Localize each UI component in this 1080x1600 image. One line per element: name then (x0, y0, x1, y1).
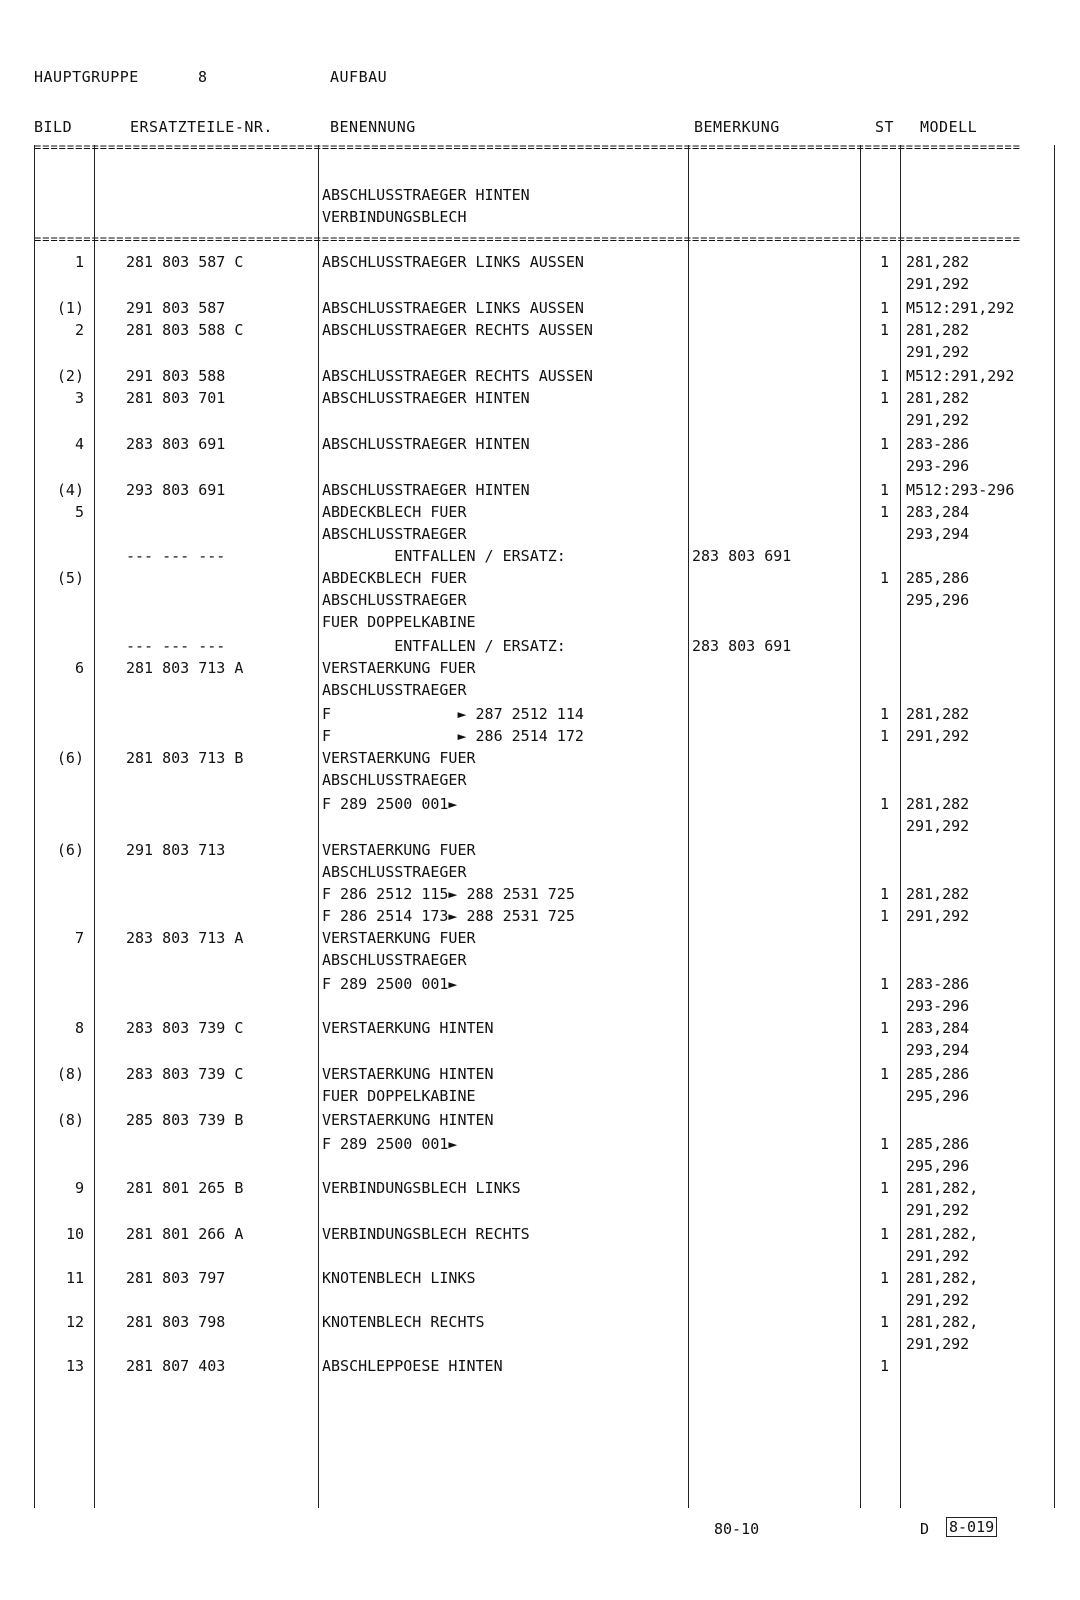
bild-number: 11 (65, 1269, 84, 1287)
bild-number: (8) (56, 1111, 84, 1129)
bild-number: 12 (65, 1313, 84, 1331)
remark: 283 803 691 (692, 547, 792, 565)
model-code: 283-286 (906, 975, 970, 993)
part-number: 281 803 713 B (126, 749, 244, 767)
part-number: 283 803 739 C (126, 1019, 244, 1037)
part-description: KNOTENBLECH RECHTS (322, 1313, 485, 1331)
quantity: 1 (879, 389, 889, 407)
part-description: VERSTAERKUNG HINTEN (322, 1065, 494, 1083)
bild-number: 8 (74, 1019, 84, 1037)
part-number: 281 801 265 B (126, 1179, 244, 1197)
part-number: 283 803 713 A (126, 929, 244, 947)
part-number: 281 803 713 A (126, 659, 244, 677)
column-divider (318, 145, 319, 1508)
model-code: 291,292 (906, 343, 970, 361)
language-code: D (920, 1520, 930, 1538)
column-divider (34, 145, 35, 1508)
quantity: 1 (879, 367, 889, 385)
part-description: FUER DOPPELKABINE (322, 1087, 476, 1105)
part-description: VERSTAERKUNG FUER (322, 659, 476, 677)
column-divider (860, 145, 861, 1508)
quantity: 1 (879, 253, 889, 271)
model-code: 291,292 (906, 817, 970, 835)
quantity: 1 (879, 435, 889, 453)
col-header-modell: MODELL (920, 118, 978, 136)
quantity: 1 (879, 481, 889, 499)
model-code: 291,292 (906, 1291, 970, 1309)
part-description: VERBINDUNGSBLECH RECHTS (322, 1225, 530, 1243)
part-description: ABSCHLUSSTRAEGER RECHTS AUSSEN (322, 367, 593, 385)
quantity: 1 (879, 321, 889, 339)
part-description: ABSCHLUSSTRAEGER HINTEN (322, 389, 530, 407)
model-code: 293-296 (906, 457, 970, 475)
model-code: 281,282, (906, 1179, 979, 1197)
section-rule: ======================================================================================================================== (34, 233, 1021, 245)
model-code: 281,282, (906, 1269, 979, 1287)
bild-number: (6) (56, 841, 84, 859)
model-code: 291,292 (906, 275, 970, 293)
part-description: ABSCHLUSSTRAEGER (322, 681, 467, 699)
model-code: 281,282, (906, 1313, 979, 1331)
part-description: ABSCHLUSSTRAEGER (322, 771, 467, 789)
document-code-box: 8-019 (946, 1517, 997, 1537)
quantity: 1 (879, 1179, 889, 1197)
part-number: 281 803 701 (126, 389, 226, 407)
col-header-st: ST (875, 118, 895, 136)
part-description: F 289 2500 001► (322, 975, 458, 993)
part-description: VERSTAERKUNG FUER (322, 841, 476, 859)
bild-number: (2) (56, 367, 84, 385)
part-description: ABSCHLUSSTRAEGER HINTEN (322, 435, 530, 453)
part-description: ABDECKBLECH FUER (322, 569, 467, 587)
quantity: 1 (879, 569, 889, 587)
model-code: 293,294 (906, 525, 970, 543)
part-description: ABSCHLUSSTRAEGER (322, 863, 467, 881)
part-description: ABSCHLUSSTRAEGER LINKS AUSSEN (322, 299, 584, 317)
model-code: 281,282, (906, 1225, 979, 1243)
quantity: 1 (879, 1019, 889, 1037)
part-description: F ► 286 2514 172 (322, 727, 584, 745)
group-title: AUFBAU (330, 68, 388, 86)
model-code: 291,292 (906, 411, 970, 429)
model-code: 281,282 (906, 705, 970, 723)
part-description: F 286 2514 173► 288 2531 725 (322, 907, 575, 925)
part-description: ABSCHLUSSTRAEGER (322, 951, 467, 969)
part-number: 283 803 739 C (126, 1065, 244, 1083)
part-number: 283 803 691 (126, 435, 226, 453)
col-header-bild: BILD (34, 118, 73, 136)
column-divider (900, 145, 901, 1508)
bild-number: 9 (74, 1179, 84, 1197)
model-code: 283-286 (906, 435, 970, 453)
quantity: 1 (879, 975, 889, 993)
part-description: ABSCHLEPPOESE HINTEN (322, 1357, 503, 1375)
model-code: 285,286 (906, 1065, 970, 1083)
part-description: ABSCHLUSSTRAEGER RECHTS AUSSEN (322, 321, 593, 339)
hauptgruppe-number: 8 (198, 68, 208, 86)
part-description: F 289 2500 001► (322, 1135, 458, 1153)
quantity: 1 (879, 503, 889, 521)
part-number: 281 803 588 C (126, 321, 244, 339)
part-description: ENTFALLEN / ERSATZ: (322, 637, 566, 655)
bild-number: (8) (56, 1065, 84, 1083)
part-description: VERSTAERKUNG FUER (322, 929, 476, 947)
model-code: 281,282 (906, 389, 970, 407)
bild-number: (4) (56, 481, 84, 499)
model-code: 295,296 (906, 1087, 970, 1105)
model-code: 281,282 (906, 253, 970, 271)
model-code: 293,294 (906, 1041, 970, 1059)
section-title-line: VERBINDUNGSBLECH (322, 208, 467, 226)
part-description: ABSCHLUSSTRAEGER (322, 525, 467, 543)
model-code: 291,292 (906, 1335, 970, 1353)
bild-number: 1 (74, 253, 84, 271)
part-description: ABSCHLUSSTRAEGER LINKS AUSSEN (322, 253, 584, 271)
model-code: M512:293-296 (906, 481, 1015, 499)
part-description: ABSCHLUSSTRAEGER HINTEN (322, 481, 530, 499)
column-divider (688, 145, 689, 1508)
model-code: 295,296 (906, 1157, 970, 1175)
bild-number: (5) (56, 569, 84, 587)
quantity: 1 (879, 1225, 889, 1243)
quantity: 1 (879, 1357, 889, 1375)
model-code: M512:291,292 (906, 367, 1015, 385)
document-code (946, 1518, 997, 1536)
part-number: 291 803 587 (126, 299, 226, 317)
model-code: 281,282 (906, 885, 970, 903)
quantity: 1 (879, 1135, 889, 1153)
part-description: VERSTAERKUNG FUER (322, 749, 476, 767)
quantity: 1 (879, 1065, 889, 1083)
part-number: 281 807 403 (126, 1357, 226, 1375)
col-header-bemerkung: BEMERKUNG (694, 118, 780, 136)
section-title-line: ABSCHLUSSTRAEGER HINTEN (322, 186, 530, 204)
part-number: 285 803 739 B (126, 1111, 244, 1129)
part-description: VERSTAERKUNG HINTEN (322, 1019, 494, 1037)
quantity: 1 (879, 885, 889, 903)
part-number: 281 801 266 A (126, 1225, 244, 1243)
column-divider (1054, 145, 1055, 1508)
quantity: 1 (879, 907, 889, 925)
part-description: ENTFALLEN / ERSATZ: (322, 547, 566, 565)
part-description: ABDECKBLECH FUER (322, 503, 467, 521)
model-code: 285,286 (906, 1135, 970, 1153)
header-rule: ======================================================================================================================== (34, 141, 1021, 153)
part-number: 293 803 691 (126, 481, 226, 499)
part-number: 281 803 587 C (126, 253, 244, 271)
model-code: M512:291,292 (906, 299, 1015, 317)
quantity: 1 (879, 795, 889, 813)
model-code: 295,296 (906, 591, 970, 609)
part-description: F 286 2512 115► 288 2531 725 (322, 885, 575, 903)
part-number: 281 803 797 (126, 1269, 226, 1287)
part-description: VERSTAERKUNG HINTEN (322, 1111, 494, 1129)
bild-number: 2 (74, 321, 84, 339)
part-number: --- --- --- (126, 637, 226, 655)
bild-number: 10 (65, 1225, 84, 1243)
col-header-ersatzteile-nr: ERSATZTEILE-NR. (130, 118, 273, 136)
model-code: 281,282 (906, 321, 970, 339)
model-code: 291,292 (906, 907, 970, 925)
page-reference: 80-10 (714, 1520, 760, 1538)
bild-number: 3 (74, 389, 84, 407)
part-description: F ► 287 2512 114 (322, 705, 584, 723)
model-code: 281,282 (906, 795, 970, 813)
bild-number: (6) (56, 749, 84, 767)
quantity: 1 (879, 299, 889, 317)
part-description: F 289 2500 001► (322, 795, 458, 813)
bild-number: 7 (74, 929, 84, 947)
model-code: 291,292 (906, 727, 970, 745)
bild-number: 5 (74, 503, 84, 521)
part-number: 281 803 798 (126, 1313, 226, 1331)
bild-number: 13 (65, 1357, 84, 1375)
part-description: VERBINDUNGSBLECH LINKS (322, 1179, 521, 1197)
quantity: 1 (879, 1269, 889, 1287)
part-description: FUER DOPPELKABINE (322, 613, 476, 631)
bild-number: (1) (56, 299, 84, 317)
part-description: KNOTENBLECH LINKS (322, 1269, 476, 1287)
model-code: 283,284 (906, 1019, 970, 1037)
part-number: 291 803 713 (126, 841, 226, 859)
hauptgruppe-label: HAUPTGRUPPE (34, 68, 139, 86)
model-code: 285,286 (906, 569, 970, 587)
quantity: 1 (879, 1313, 889, 1331)
bild-number: 4 (74, 435, 84, 453)
part-number: 291 803 588 (126, 367, 226, 385)
model-code: 293-296 (906, 997, 970, 1015)
quantity: 1 (879, 727, 889, 745)
model-code: 291,292 (906, 1247, 970, 1265)
quantity: 1 (879, 705, 889, 723)
col-header-benennung: BENENNUNG (330, 118, 416, 136)
remark: 283 803 691 (692, 637, 792, 655)
model-code: 283,284 (906, 503, 970, 521)
column-divider (94, 145, 95, 1508)
model-code: 291,292 (906, 1201, 970, 1219)
part-description: ABSCHLUSSTRAEGER (322, 591, 467, 609)
bild-number: 6 (74, 659, 84, 677)
part-number: --- --- --- (126, 547, 226, 565)
